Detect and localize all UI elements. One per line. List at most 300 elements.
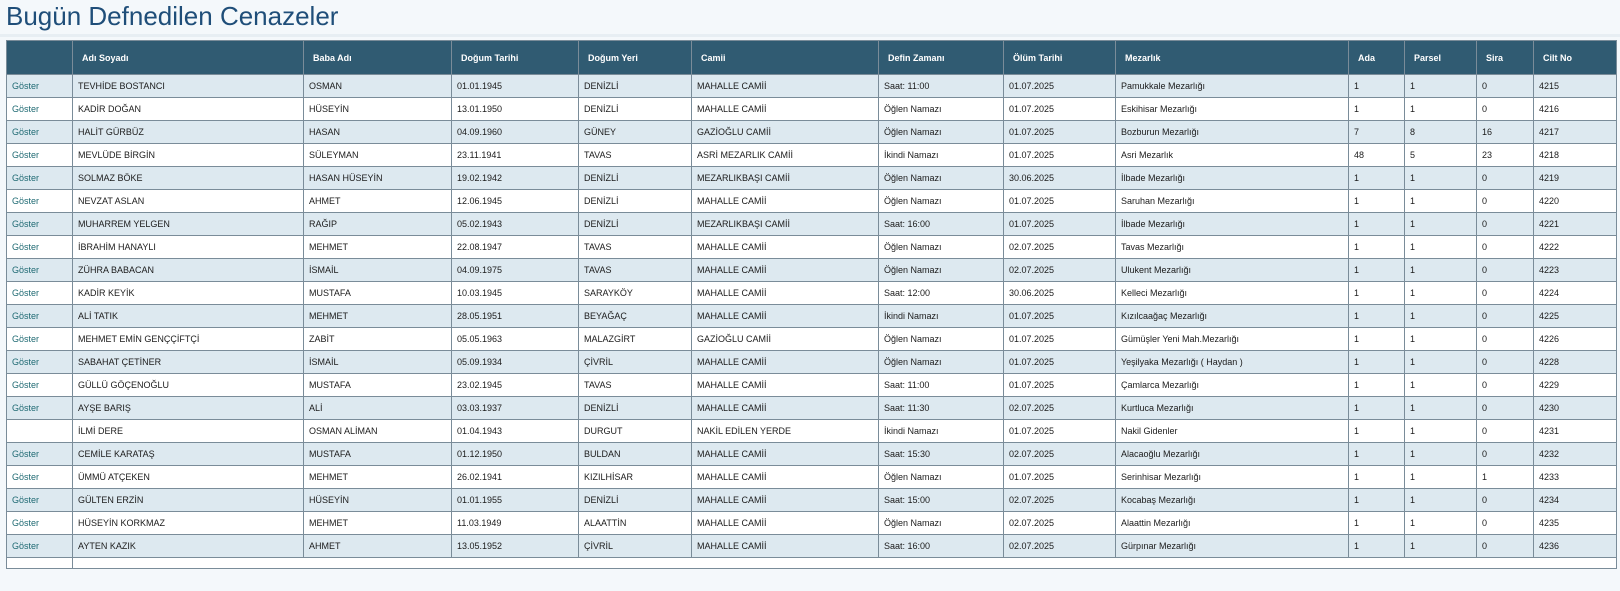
cell-parsel: 1	[1405, 535, 1477, 558]
col-header-ada: Ada	[1349, 41, 1405, 75]
cell-parsel: 1	[1405, 512, 1477, 535]
cell-birth-date: 04.09.1975	[452, 259, 579, 282]
cell-father: ZABİT	[304, 328, 452, 351]
cell-sira: 0	[1477, 328, 1534, 351]
cell-burial-time: Saat: 11:00	[879, 75, 1004, 98]
cell-birth-date: 01.12.1950	[452, 443, 579, 466]
cell-ada: 1	[1349, 397, 1405, 420]
table-row	[7, 144, 1617, 167]
cell-name: AYŞE BARIŞ	[73, 397, 304, 420]
cell-cilt-no: 4230	[1534, 397, 1617, 420]
cell-birth-date: 19.02.1942	[452, 167, 579, 190]
cell-action	[7, 121, 73, 144]
cell-ada: 48	[1349, 144, 1405, 167]
cell-birth-place: KIZILHİSAR	[579, 466, 692, 489]
cell-cilt-no: 4223	[1534, 259, 1617, 282]
cell-mosque: MAHALLE CAMİİ	[692, 305, 879, 328]
cell-birth-place: DENİZLİ	[579, 190, 692, 213]
table-row	[7, 328, 1617, 351]
col-header-death-date: Ölüm Tarihi	[1004, 41, 1116, 75]
show-details-link[interactable]: Göster	[12, 380, 40, 390]
table-row	[7, 535, 1617, 558]
cell-name: MUHARREM YELGEN	[73, 213, 304, 236]
cell-cemetery: Kurtluca Mezarlığı	[1116, 397, 1349, 420]
cell-cilt-no: 4216	[1534, 98, 1617, 121]
cell-parsel: 1	[1405, 466, 1477, 489]
col-header-father: Baba Adı	[304, 41, 452, 75]
cell-birth-date: 13.05.1952	[452, 535, 579, 558]
cell-sira: 0	[1477, 535, 1534, 558]
cell-father: HASAN HÜSEYİN	[304, 167, 452, 190]
cell-mosque: MAHALLE CAMİİ	[692, 535, 879, 558]
col-header-burial-time: Defin Zamanı	[879, 41, 1004, 75]
cell-cilt-no: 4225	[1534, 305, 1617, 328]
cell-name: GÜLTEN ERZİN	[73, 489, 304, 512]
col-header-action	[7, 41, 73, 75]
cell-mosque: GAZİOĞLU CAMİİ	[692, 328, 879, 351]
cell-burial-time: Öğlen Namazı	[879, 328, 1004, 351]
cell-sira: 0	[1477, 98, 1534, 121]
cell-name: İBRAHİM HANAYLI	[73, 236, 304, 259]
table-row	[7, 98, 1617, 121]
show-details-link[interactable]: Göster	[12, 265, 40, 275]
cell-name: TEVHİDE BOSTANCI	[73, 75, 304, 98]
cell-sira: 0	[1477, 374, 1534, 397]
cell-cemetery: Tavas Mezarlığı	[1116, 236, 1349, 259]
cell-action	[7, 535, 73, 558]
cell-burial-time: Saat: 11:30	[879, 397, 1004, 420]
cell-mosque: MAHALLE CAMİİ	[692, 259, 879, 282]
cell-cemetery: Pamukkale Mezarlığı	[1116, 75, 1349, 98]
cell-birth-date: 05.02.1943	[452, 213, 579, 236]
table-row	[7, 305, 1617, 328]
cell-cilt-no: 4215	[1534, 75, 1617, 98]
cell-father: HÜSEYİN	[304, 489, 452, 512]
table-row	[7, 420, 1617, 443]
cell-sira: 0	[1477, 236, 1534, 259]
cell-ada: 1	[1349, 466, 1405, 489]
cell-name: HALİT GÜRBÜZ	[73, 121, 304, 144]
cell-parsel: 1	[1405, 282, 1477, 305]
cell-birth-place: TAVAS	[579, 144, 692, 167]
empty-cell	[7, 558, 73, 569]
cell-burial-time: Öğlen Namazı	[879, 259, 1004, 282]
cell-action	[7, 98, 73, 121]
cell-cilt-no: 4235	[1534, 512, 1617, 535]
cell-parsel: 1	[1405, 489, 1477, 512]
cell-cemetery: İlbade Mezarlığı	[1116, 213, 1349, 236]
cell-ada: 1	[1349, 443, 1405, 466]
cell-cemetery: Gürpınar Mezarlığı	[1116, 535, 1349, 558]
cell-mosque: MAHALLE CAMİİ	[692, 466, 879, 489]
cell-mosque: MAHALLE CAMİİ	[692, 512, 879, 535]
cell-burial-time: Öğlen Namazı	[879, 466, 1004, 489]
cell-ada: 7	[1349, 121, 1405, 144]
cell-action	[7, 397, 73, 420]
cell-burial-time: Saat: 15:00	[879, 489, 1004, 512]
cell-burial-time: İkindi Namazı	[879, 420, 1004, 443]
cell-action	[7, 443, 73, 466]
cell-father: ALİ	[304, 397, 452, 420]
cell-father: MEHMET	[304, 466, 452, 489]
cell-father: MUSTAFA	[304, 374, 452, 397]
cell-death-date: 01.07.2025	[1004, 75, 1116, 98]
cell-birth-date: 23.02.1945	[452, 374, 579, 397]
cell-cilt-no: 4226	[1534, 328, 1617, 351]
show-details-link[interactable]: Göster	[12, 242, 40, 252]
cell-cemetery: Bozburun Mezarlığı	[1116, 121, 1349, 144]
cell-cemetery: Ulukent Mezarlığı	[1116, 259, 1349, 282]
cell-sira: 0	[1477, 282, 1534, 305]
cell-death-date: 02.07.2025	[1004, 397, 1116, 420]
cell-mosque: MAHALLE CAMİİ	[692, 374, 879, 397]
cell-action	[7, 305, 73, 328]
cell-burial-time: İkindi Namazı	[879, 305, 1004, 328]
cell-birth-date: 23.11.1941	[452, 144, 579, 167]
cell-cemetery: Gümüşler Yeni Mah.Mezarlığı	[1116, 328, 1349, 351]
cell-birth-place: TAVAS	[579, 259, 692, 282]
col-header-parsel: Parsel	[1405, 41, 1477, 75]
cell-name: ZÜHRA BABACAN	[73, 259, 304, 282]
cell-name: KADİR KEYİK	[73, 282, 304, 305]
cell-burial-time: Saat: 16:00	[879, 535, 1004, 558]
cell-birth-date: 03.03.1937	[452, 397, 579, 420]
cell-father: AHMET	[304, 535, 452, 558]
cell-action	[7, 328, 73, 351]
table-row	[7, 190, 1617, 213]
show-details-link[interactable]: Göster	[12, 311, 40, 321]
cell-name: ÜMMÜ ATÇEKEN	[73, 466, 304, 489]
cell-action	[7, 282, 73, 305]
cell-sira: 0	[1477, 305, 1534, 328]
cell-birth-date: 13.01.1950	[452, 98, 579, 121]
cell-burial-time: Öğlen Namazı	[879, 190, 1004, 213]
cell-name: İLMİ DERE	[73, 420, 304, 443]
cell-mosque: MAHALLE CAMİİ	[692, 489, 879, 512]
cell-mosque: MAHALLE CAMİİ	[692, 190, 879, 213]
cell-parsel: 1	[1405, 305, 1477, 328]
cell-father: MEHMET	[304, 512, 452, 535]
cell-death-date: 01.07.2025	[1004, 98, 1116, 121]
cell-birth-place: DENİZLİ	[579, 75, 692, 98]
cell-parsel: 1	[1405, 328, 1477, 351]
cell-cemetery: Asri Mezarlık	[1116, 144, 1349, 167]
cell-parsel: 1	[1405, 259, 1477, 282]
cell-birth-place: MALAZGİRT	[579, 328, 692, 351]
table-row	[7, 121, 1617, 144]
cell-sira: 0	[1477, 443, 1534, 466]
table-header-row	[7, 41, 1617, 75]
cell-action	[7, 466, 73, 489]
cell-cemetery: Kelleci Mezarlığı	[1116, 282, 1349, 305]
cell-cilt-no: 4221	[1534, 213, 1617, 236]
cell-action	[7, 75, 73, 98]
burials-table	[6, 40, 1617, 569]
cell-birth-place: BULDAN	[579, 443, 692, 466]
cell-birth-date: 12.06.1945	[452, 190, 579, 213]
cell-death-date: 02.07.2025	[1004, 512, 1116, 535]
cell-ada: 1	[1349, 75, 1405, 98]
cell-action	[7, 213, 73, 236]
cell-name: AYTEN KAZIK	[73, 535, 304, 558]
cell-mosque: MAHALLE CAMİİ	[692, 397, 879, 420]
cell-sira: 0	[1477, 397, 1534, 420]
cell-mosque: MAHALLE CAMİİ	[692, 75, 879, 98]
cell-action	[7, 190, 73, 213]
cell-birth-place: DURGUT	[579, 420, 692, 443]
show-details-link[interactable]: Göster	[12, 472, 40, 482]
cell-sira: 16	[1477, 121, 1534, 144]
cell-father: MEHMET	[304, 305, 452, 328]
cell-cilt-no: 4217	[1534, 121, 1617, 144]
cell-cilt-no: 4219	[1534, 167, 1617, 190]
cell-birth-date: 26.02.1941	[452, 466, 579, 489]
cell-name: HÜSEYİN KORKMAZ	[73, 512, 304, 535]
cell-mosque: MAHALLE CAMİİ	[692, 351, 879, 374]
cell-mosque: MAHALLE CAMİİ	[692, 443, 879, 466]
show-details-link[interactable]: Göster	[12, 150, 40, 160]
col-header-birth-place: Doğum Yeri	[579, 41, 692, 75]
cell-ada: 1	[1349, 190, 1405, 213]
cell-cemetery: Kocabaş Mezarlığı	[1116, 489, 1349, 512]
cell-action	[7, 259, 73, 282]
cell-birth-place: DENİZLİ	[579, 213, 692, 236]
cell-father: AHMET	[304, 190, 452, 213]
table-row	[7, 236, 1617, 259]
cell-death-date: 01.07.2025	[1004, 121, 1116, 144]
col-header-name: Adı Soyadı	[73, 41, 304, 75]
cell-ada: 1	[1349, 282, 1405, 305]
cell-action	[7, 374, 73, 397]
cell-name: NEVZAT ASLAN	[73, 190, 304, 213]
cell-cilt-no: 4233	[1534, 466, 1617, 489]
cell-sira: 0	[1477, 190, 1534, 213]
cell-death-date: 01.07.2025	[1004, 144, 1116, 167]
cell-ada: 1	[1349, 305, 1405, 328]
cell-sira: 1	[1477, 466, 1534, 489]
cell-death-date: 01.07.2025	[1004, 420, 1116, 443]
cell-sira: 0	[1477, 213, 1534, 236]
cell-birth-date: 11.03.1949	[452, 512, 579, 535]
cell-cilt-no: 4234	[1534, 489, 1617, 512]
cell-cilt-no: 4222	[1534, 236, 1617, 259]
cell-burial-time: Öğlen Namazı	[879, 512, 1004, 535]
cell-cemetery: Saruhan Mezarlığı	[1116, 190, 1349, 213]
cell-birth-place: ALAATTİN	[579, 512, 692, 535]
cell-death-date: 01.07.2025	[1004, 213, 1116, 236]
show-details-link[interactable]: Göster	[12, 403, 40, 413]
cell-cemetery: Yeşilyaka Mezarlığı ( Haydan )	[1116, 351, 1349, 374]
cell-birth-date: 10.03.1945	[452, 282, 579, 305]
cell-father: HÜSEYİN	[304, 98, 452, 121]
cell-mosque: MAHALLE CAMİİ	[692, 236, 879, 259]
col-header-cemetery: Mezarlık	[1116, 41, 1349, 75]
cell-father: MUSTAFA	[304, 443, 452, 466]
table-body	[7, 75, 1617, 569]
cell-sira: 0	[1477, 489, 1534, 512]
cell-cilt-no: 4231	[1534, 420, 1617, 443]
cell-birth-place: DENİZLİ	[579, 98, 692, 121]
page-title: Bugün Defnedilen Cenazeler	[6, 1, 339, 31]
table-row	[7, 259, 1617, 282]
cell-parsel: 1	[1405, 443, 1477, 466]
table-row	[7, 489, 1617, 512]
cell-parsel: 8	[1405, 121, 1477, 144]
cell-mosque: MEZARLIKBAŞI CAMİİ	[692, 167, 879, 190]
cell-birth-place: DENİZLİ	[579, 489, 692, 512]
show-details-link[interactable]: Göster	[12, 288, 40, 298]
cell-burial-time: Saat: 11:00	[879, 374, 1004, 397]
cell-mosque: GAZİOĞLU CAMİİ	[692, 121, 879, 144]
cell-birth-date: 05.05.1963	[452, 328, 579, 351]
cell-ada: 1	[1349, 167, 1405, 190]
show-details-link[interactable]: Göster	[12, 357, 40, 367]
cell-parsel: 1	[1405, 190, 1477, 213]
cell-birth-place: SARAYKÖY	[579, 282, 692, 305]
cell-action	[7, 167, 73, 190]
cell-burial-time: Öğlen Namazı	[879, 98, 1004, 121]
cell-birth-place: GÜNEY	[579, 121, 692, 144]
cell-birth-place: DENİZLİ	[579, 167, 692, 190]
cell-cemetery: Çamlarca Mezarlığı	[1116, 374, 1349, 397]
cell-cilt-no: 4220	[1534, 190, 1617, 213]
cell-parsel: 1	[1405, 397, 1477, 420]
cell-ada: 1	[1349, 351, 1405, 374]
cell-ada: 1	[1349, 535, 1405, 558]
col-header-birth-date: Doğum Tarihi	[452, 41, 579, 75]
table-row	[7, 167, 1617, 190]
cell-mosque: ASRİ MEZARLIK CAMİİ	[692, 144, 879, 167]
cell-ada: 1	[1349, 328, 1405, 351]
cell-burial-time: Öğlen Namazı	[879, 121, 1004, 144]
cell-father: MUSTAFA	[304, 282, 452, 305]
cell-parsel: 1	[1405, 167, 1477, 190]
cell-action	[7, 489, 73, 512]
cell-parsel: 1	[1405, 213, 1477, 236]
cell-burial-time: Saat: 12:00	[879, 282, 1004, 305]
cell-birth-date: 01.04.1943	[452, 420, 579, 443]
cell-birth-place: BEYAĞAÇ	[579, 305, 692, 328]
cell-death-date: 30.06.2025	[1004, 282, 1116, 305]
show-details-link[interactable]: Göster	[12, 449, 40, 459]
cell-name: SABAHAT ÇETİNER	[73, 351, 304, 374]
cell-mosque: MAHALLE CAMİİ	[692, 98, 879, 121]
cell-sira: 0	[1477, 167, 1534, 190]
cell-mosque: MEZARLIKBAŞI CAMİİ	[692, 213, 879, 236]
cell-sira: 0	[1477, 75, 1534, 98]
cell-ada: 1	[1349, 489, 1405, 512]
show-details-link[interactable]: Göster	[12, 173, 40, 183]
cell-father: OSMAN	[304, 75, 452, 98]
cell-name: GÜLLÜ GÖÇENOĞLU	[73, 374, 304, 397]
cell-birth-date: 05.09.1934	[452, 351, 579, 374]
cell-father: HASAN	[304, 121, 452, 144]
show-details-link[interactable]: Göster	[12, 541, 40, 551]
table-row	[7, 374, 1617, 397]
table-row	[7, 466, 1617, 489]
cell-father: RAĞIP	[304, 213, 452, 236]
cell-burial-time: Saat: 16:00	[879, 213, 1004, 236]
title-divider	[0, 34, 1620, 37]
cell-father: İSMAİL	[304, 351, 452, 374]
cell-death-date: 02.07.2025	[1004, 236, 1116, 259]
cell-parsel: 1	[1405, 236, 1477, 259]
cell-birth-date: 28.05.1951	[452, 305, 579, 328]
show-details-link[interactable]: Göster	[12, 334, 40, 344]
cell-parsel: 1	[1405, 98, 1477, 121]
cell-burial-time: İkindi Namazı	[879, 144, 1004, 167]
cell-parsel: 1	[1405, 420, 1477, 443]
cell-cemetery: Eskihisar Mezarlığı	[1116, 98, 1349, 121]
cell-burial-time: Saat: 15:30	[879, 443, 1004, 466]
cell-cemetery: Nakil Gidenler	[1116, 420, 1349, 443]
cell-birth-place: ÇİVRİL	[579, 351, 692, 374]
cell-ada: 1	[1349, 213, 1405, 236]
cell-birth-place: DENİZLİ	[579, 397, 692, 420]
cell-death-date: 01.07.2025	[1004, 351, 1116, 374]
cell-birth-place: TAVAS	[579, 236, 692, 259]
cell-sira: 0	[1477, 351, 1534, 374]
cell-father: İSMAİL	[304, 259, 452, 282]
cell-cilt-no: 4218	[1534, 144, 1617, 167]
show-details-link[interactable]: Göster	[12, 81, 40, 91]
show-details-link[interactable]: Göster	[12, 196, 40, 206]
cell-cemetery: Alaattin Mezarlığı	[1116, 512, 1349, 535]
show-details-link[interactable]: Göster	[12, 495, 40, 505]
show-details-link[interactable]: Göster	[12, 219, 40, 229]
table-row	[7, 75, 1617, 98]
cell-action	[7, 144, 73, 167]
cell-father: MEHMET	[304, 236, 452, 259]
cell-parsel: 1	[1405, 374, 1477, 397]
cell-death-date: 02.07.2025	[1004, 535, 1116, 558]
cell-name: CEMİLE KARATAŞ	[73, 443, 304, 466]
table-row	[7, 397, 1617, 420]
empty-cell	[73, 558, 1617, 569]
cell-mosque: NAKİL EDİLEN YERDE	[692, 420, 879, 443]
cell-death-date: 01.07.2025	[1004, 466, 1116, 489]
cell-death-date: 02.07.2025	[1004, 259, 1116, 282]
show-details-link[interactable]: Göster	[12, 104, 40, 114]
cell-birth-date: 01.01.1945	[452, 75, 579, 98]
cell-cemetery: Serinhisar Mezarlığı	[1116, 466, 1349, 489]
cell-death-date: 02.07.2025	[1004, 443, 1116, 466]
cell-burial-time: Öğlen Namazı	[879, 236, 1004, 259]
cell-ada: 1	[1349, 512, 1405, 535]
cell-cilt-no: 4236	[1534, 535, 1617, 558]
cell-cilt-no: 4224	[1534, 282, 1617, 305]
cell-cemetery: İlbade Mezarlığı	[1116, 167, 1349, 190]
cell-father: SÜLEYMAN	[304, 144, 452, 167]
cell-sira: 23	[1477, 144, 1534, 167]
cell-death-date: 01.07.2025	[1004, 305, 1116, 328]
show-details-link[interactable]: Göster	[12, 127, 40, 137]
cell-birth-place: ÇİVRİL	[579, 535, 692, 558]
cell-cemetery: Alacaoğlu Mezarlığı	[1116, 443, 1349, 466]
cell-action	[7, 351, 73, 374]
cell-sira: 0	[1477, 259, 1534, 282]
cell-action	[7, 512, 73, 535]
cell-parsel: 1	[1405, 351, 1477, 374]
cell-death-date: 01.07.2025	[1004, 374, 1116, 397]
show-details-link[interactable]: Göster	[12, 518, 40, 528]
cell-name: MEVLÜDE BİRGİN	[73, 144, 304, 167]
cell-cilt-no: 4229	[1534, 374, 1617, 397]
cell-sira: 0	[1477, 512, 1534, 535]
cell-parsel: 5	[1405, 144, 1477, 167]
cell-birth-place: TAVAS	[579, 374, 692, 397]
cell-burial-time: Öğlen Namazı	[879, 167, 1004, 190]
